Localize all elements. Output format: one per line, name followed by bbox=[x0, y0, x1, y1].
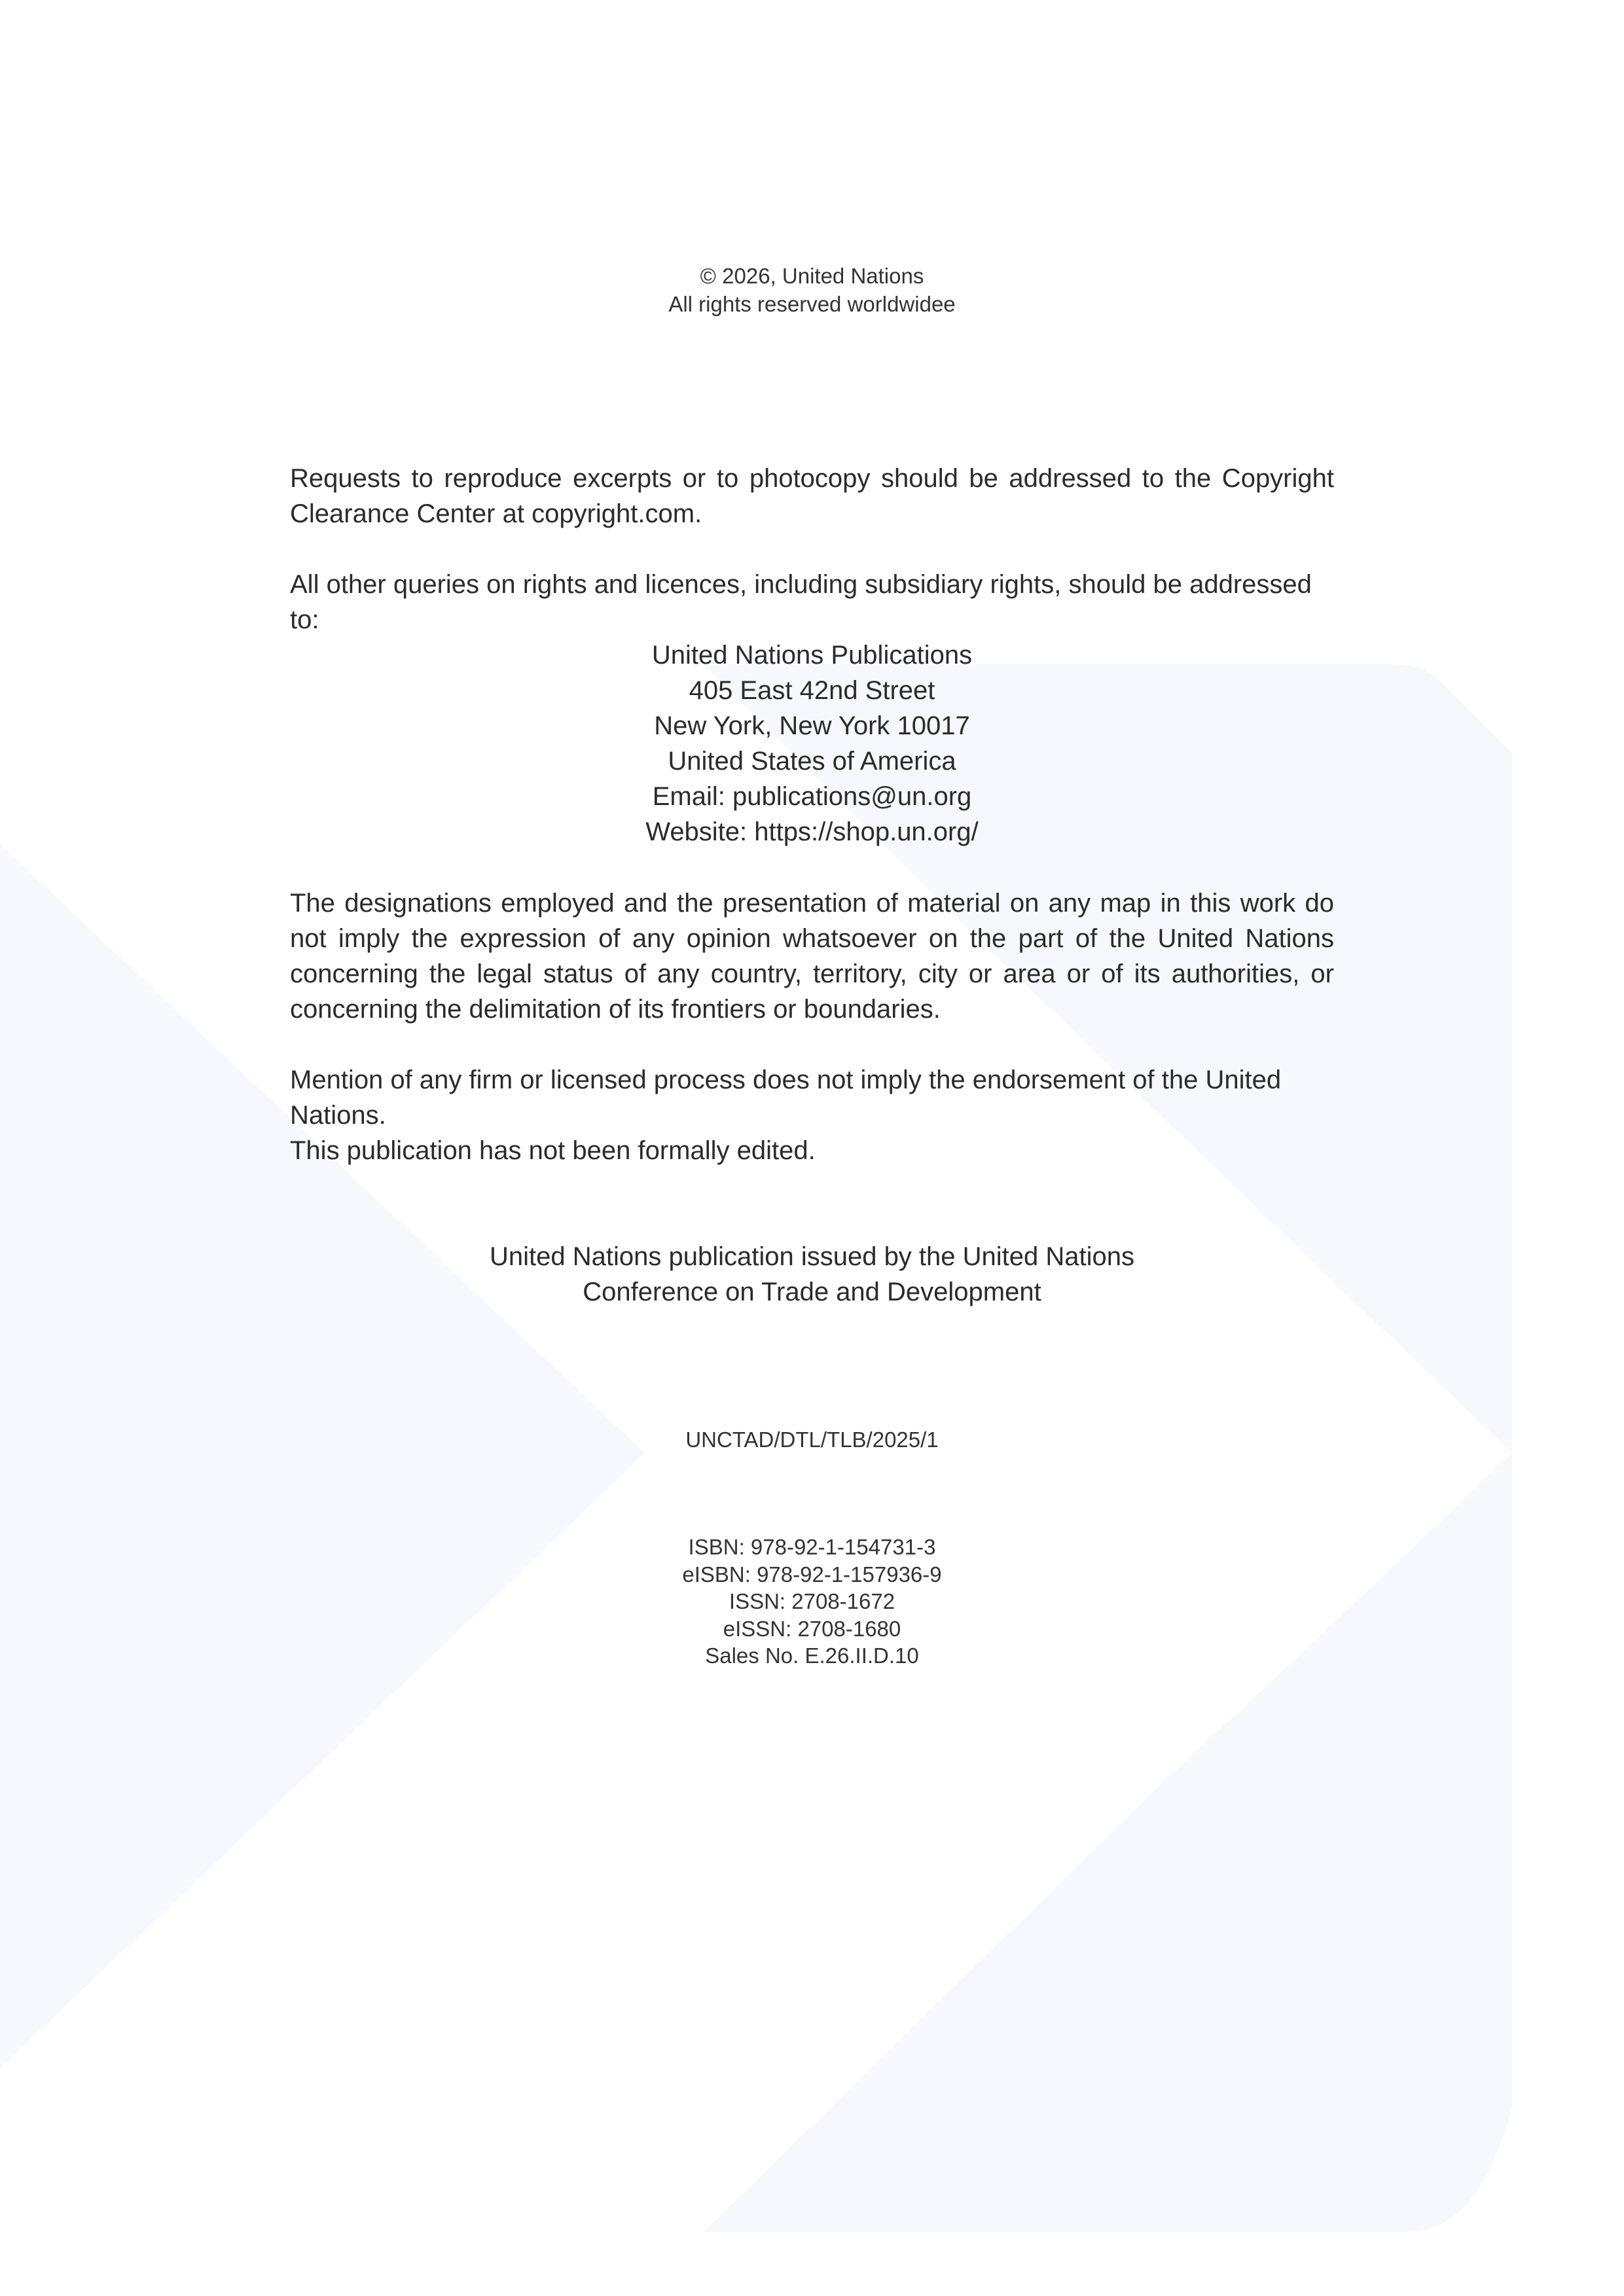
publisher-address bbox=[0, 637, 1624, 850]
issuing-body-line-2: Conference on Trade and Development bbox=[583, 1278, 1041, 1306]
copyright-notice bbox=[0, 262, 1624, 318]
editing-note-paragraph: This publication has not been formally edited. bbox=[290, 1136, 816, 1165]
issn: ISSN: 2708-1672 bbox=[729, 1589, 895, 1613]
reproduction-requests-paragraph: Requests to reproduce excerpts or to photocopy should be addressed to the Copyright Clearance Center at copyright.com. bbox=[290, 464, 1334, 528]
designations-disclaimer-paragraph: The designations employed and the presentation of material on any map in this work do not imply the expression of any opinion whatsoever on the part of the United Nations concerning the legal status of any country, territory, city or area or of its authorities, or concerning the delimitation of its frontiers or boundaries. bbox=[290, 889, 1334, 1024]
document-symbol: UNCTAD/DTL/TLB/2025/1 bbox=[685, 1427, 939, 1452]
copyright-line: © 2026, United Nations bbox=[700, 264, 924, 288]
address-street: 405 East 42nd Street bbox=[689, 676, 935, 705]
rights-reserved-line: All rights reserved worldwidee bbox=[668, 292, 956, 316]
endorsement-disclaimer-paragraph: Mention of any firm or licensed process does not imply the endorsement of the United Nations. bbox=[290, 1066, 1282, 1130]
address-city: New York, New York 10017 bbox=[654, 711, 970, 740]
rights-queries-paragraph: All other queries on rights and licences, including subsidiary rights, should be addressed to: bbox=[290, 570, 1312, 634]
eisbn: eISBN: 978-92-1-157936-9 bbox=[682, 1562, 942, 1587]
issuing-body-line-1: United Nations publication issued by the United Nations bbox=[489, 1242, 1135, 1271]
address-name: United Nations Publications bbox=[651, 641, 973, 670]
address-website: Website: https://shop.un.org/ bbox=[645, 817, 979, 846]
publication-identifiers bbox=[0, 1534, 1624, 1670]
address-email: Email: publications@un.org bbox=[652, 782, 972, 811]
eissn: eISSN: 2708-1680 bbox=[723, 1616, 901, 1641]
issuing-body bbox=[0, 1239, 1624, 1310]
address-country: United States of America bbox=[668, 747, 956, 776]
sales-number: Sales No. E.26.II.D.10 bbox=[705, 1643, 919, 1668]
isbn: ISBN: 978-92-1-154731-3 bbox=[688, 1535, 936, 1559]
